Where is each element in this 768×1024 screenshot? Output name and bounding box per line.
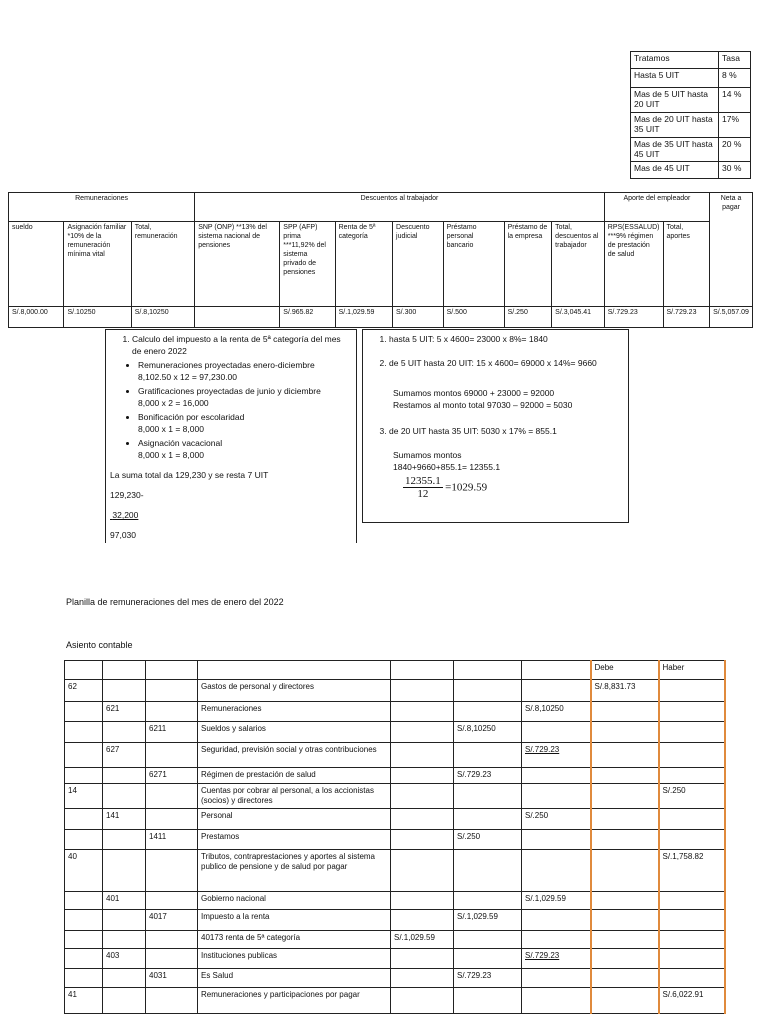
journal-cell-c2: 621 — [103, 702, 146, 722]
col-total-descuentos: Total, descuentos al trabajador — [552, 222, 605, 307]
journal-cell-c3 — [146, 949, 198, 969]
calc-box-left — [105, 329, 357, 543]
journal-row — [65, 969, 726, 988]
journal-row — [65, 910, 726, 931]
planilla-title: Planilla de remuneraciones del mes de enero del 2022 — [66, 597, 284, 607]
header-neta-pagar: Neta a pagar — [710, 193, 753, 307]
journal-cell-c2 — [103, 768, 146, 784]
calc-sum-2: Restamos al monto total 97030 – 92000 = 5030 — [393, 400, 573, 410]
journal-cell-debe — [591, 784, 659, 809]
value-total-remuneracion: S/.8,10250 — [131, 307, 194, 328]
journal-cell-desc: Remuneraciones y participaciones por pagar — [198, 988, 391, 1014]
journal-cell-c6: S/.729.23 — [454, 969, 522, 988]
journal-cell-c3 — [146, 931, 198, 949]
calc-sum-3: Sumamos montos — [393, 450, 462, 460]
journal-row — [65, 722, 726, 743]
fraction-numerator: 12355.1 — [405, 475, 441, 487]
journal-cell-c1 — [65, 969, 103, 988]
journal-cell-c2 — [103, 850, 146, 892]
col-descuento-judicial: Descuento judicial — [393, 222, 444, 307]
journal-cell-c6 — [454, 702, 522, 722]
journal-cell-c1 — [65, 949, 103, 969]
journal-cell-debe — [591, 702, 659, 722]
journal-cell-haber — [659, 768, 726, 784]
rate-row-value: 30 % — [719, 162, 751, 179]
col-prestamo-empresa: Préstamo de la empresa — [504, 222, 552, 307]
journal-cell-desc: Impuesto a la renta — [198, 910, 391, 931]
journal-cell-c5 — [391, 784, 454, 809]
journal-cell-c7 — [522, 722, 591, 743]
journal-cell-c3 — [146, 892, 198, 910]
journal-cell-c7: S/.250 — [522, 809, 591, 830]
journal-cell-c6 — [454, 680, 522, 702]
journal-row — [65, 809, 726, 830]
calc-bullet: • Asignación vacacional 8,000 x 1 = 8,000 — [138, 437, 352, 461]
journal-cell-c1 — [65, 722, 103, 743]
value-renta-5ta: S/.1,029.59 — [335, 307, 392, 328]
journal-cell-c2: 627 — [103, 743, 146, 768]
rate-row-label: Mas de 45 UIT — [631, 162, 719, 179]
value-prestamo-bancario: S/.500 — [443, 307, 504, 328]
calc-fraction — [367, 475, 624, 500]
journal-cell-debe — [591, 969, 659, 988]
col-rps-essalud: RPS(ESSALUD) ***9% régimen de prestación de salud — [604, 222, 663, 307]
journal-cell-debe — [591, 809, 659, 830]
rate-table — [630, 51, 751, 179]
journal-cell-desc: Instituciones publicas — [198, 949, 391, 969]
journal-cell-c5 — [391, 830, 454, 850]
journal-cell-c6: S/.1,029.59 — [454, 910, 522, 931]
journal-cell-c6 — [454, 931, 522, 949]
journal-cell-desc: Tributos, contraprestaciones y aportes al sistema publico de pensione y de salud por pagar — [198, 850, 391, 892]
journal-cell-c7 — [522, 910, 591, 931]
journal-cell-haber — [659, 969, 726, 988]
journal-cell-c2 — [103, 830, 146, 850]
journal-cell-c5 — [391, 722, 454, 743]
journal-cell-c6: S/.250 — [454, 830, 522, 850]
journal-cell-haber — [659, 910, 726, 931]
journal-row — [65, 988, 726, 1014]
journal-cell-haber: S/.1,758.82 — [659, 850, 726, 892]
calc-bullet: • Remuneraciones proyectadas enero-diciembre 8,102.50 x 12 = 97,230.00 — [138, 359, 352, 383]
journal-row — [65, 931, 726, 949]
journal-cell-debe — [591, 743, 659, 768]
journal-cell-c3 — [146, 809, 198, 830]
journal-cell-c1 — [65, 931, 103, 949]
journal-table — [64, 660, 726, 1014]
journal-cell-c1: 41 — [65, 988, 103, 1014]
calc-item-1: 1. Calculo del impuesto a la renta de 5ª categoría del mes de enero 2022 — [132, 333, 352, 357]
value-judicial: S/.300 — [393, 307, 444, 328]
value-snp — [195, 307, 280, 328]
rate-row-label: Mas de 35 UIT hasta 45 UIT — [631, 138, 719, 162]
journal-cell-c7 — [522, 850, 591, 892]
journal-row — [65, 892, 726, 910]
journal-cell-c1 — [65, 768, 103, 784]
journal-cell-haber — [659, 931, 726, 949]
calc-sum-1: Sumamos montos 69000 + 23000 = 92000 — [393, 388, 555, 398]
journal-header-haber: Haber — [659, 661, 726, 680]
journal-row — [65, 743, 726, 768]
journal-cell-debe — [591, 892, 659, 910]
calc-sum-text: La suma total da 129,230 y se resta 7 UIT — [110, 470, 269, 480]
journal-cell-c6 — [454, 892, 522, 910]
journal-cell-c3: 6211 — [146, 722, 198, 743]
journal-cell-c2: 403 — [103, 949, 146, 969]
journal-cell-desc: Personal — [198, 809, 391, 830]
journal-cell-c1 — [65, 743, 103, 768]
journal-cell-c2: 401 — [103, 892, 146, 910]
journal-row — [65, 702, 726, 722]
journal-cell-debe — [591, 722, 659, 743]
journal-cell-c3 — [146, 702, 198, 722]
journal-cell-c5 — [391, 969, 454, 988]
value-prestamo-empresa: S/.250 — [504, 307, 552, 328]
col-total-aportes: Total, aportes — [663, 222, 710, 307]
journal-cell-haber — [659, 702, 726, 722]
col-snp-onp: SNP (ONP) **13% del sistema nacional de pensiones — [195, 222, 280, 307]
fraction-result: =1029.59 — [445, 481, 488, 494]
journal-cell-c3: 1411 — [146, 830, 198, 850]
value-neta-pagar: S/.5,057.09 — [710, 307, 753, 328]
journal-cell-debe — [591, 949, 659, 969]
journal-cell-desc: Sueldos y salarios — [198, 722, 391, 743]
journal-cell-c7: S/.729.23 — [522, 949, 591, 969]
journal-cell-haber — [659, 722, 726, 743]
journal-cell-debe — [591, 850, 659, 892]
rate-row-label: Hasta 5 UIT — [631, 69, 719, 88]
payroll-table — [8, 192, 753, 328]
value-total-descuentos: S/.3,045.41 — [552, 307, 605, 328]
journal-cell-haber — [659, 743, 726, 768]
journal-cell-c3: 6271 — [146, 768, 198, 784]
journal-cell-c5 — [391, 949, 454, 969]
journal-cell-c3: 4017 — [146, 910, 198, 931]
rate-row-value: 14 % — [719, 88, 751, 113]
journal-cell-desc: Prestamos — [198, 830, 391, 850]
journal-cell-c1 — [65, 910, 103, 931]
value-total-aportes: S/.729.23 — [663, 307, 710, 328]
calc-number-3: 97,030 — [110, 530, 136, 540]
rate-header-tasa: Tasa — [719, 52, 751, 69]
journal-row — [65, 680, 726, 702]
journal-cell-c5 — [391, 809, 454, 830]
journal-cell-c6: S/.8,10250 — [454, 722, 522, 743]
col-sueldo: sueldo — [9, 222, 64, 307]
value-asignacion: S/.10250 — [64, 307, 131, 328]
journal-cell-c7 — [522, 680, 591, 702]
header-remuneraciones: Remuneraciones — [9, 193, 195, 222]
journal-cell-desc: Gastos de personal y directores — [198, 680, 391, 702]
rate-header-tratamos: Tratamos — [631, 52, 719, 69]
journal-cell-c7 — [522, 931, 591, 949]
journal-cell-c5 — [391, 702, 454, 722]
journal-cell-haber — [659, 680, 726, 702]
calc-number-1: 129,230- — [110, 490, 144, 500]
journal-cell-c6 — [454, 988, 522, 1014]
journal-cell-debe — [591, 931, 659, 949]
journal-cell-c7 — [522, 988, 591, 1014]
journal-cell-c2 — [103, 680, 146, 702]
journal-cell-c2 — [103, 784, 146, 809]
col-asignacion-familiar: Asignación familiar *10% de la remuneración mínima vital — [64, 222, 131, 307]
journal-cell-haber: S/.6,022.91 — [659, 988, 726, 1014]
journal-cell-c2 — [103, 722, 146, 743]
journal-cell-haber — [659, 892, 726, 910]
journal-cell-c5 — [391, 850, 454, 892]
journal-cell-c3: 4031 — [146, 969, 198, 988]
journal-cell-c1 — [65, 809, 103, 830]
calc-box-right — [362, 329, 629, 523]
journal-row — [65, 949, 726, 969]
journal-cell-c7 — [522, 969, 591, 988]
journal-cell-c3 — [146, 988, 198, 1014]
journal-cell-c5: S/.1,029.59 — [391, 931, 454, 949]
journal-cell-c2 — [103, 969, 146, 988]
journal-cell-haber — [659, 809, 726, 830]
calc-step-3: 3. de 20 UIT hasta 35 UIT: 5030 x 17% = 855.1 — [389, 425, 624, 437]
journal-cell-c5 — [391, 910, 454, 931]
journal-cell-debe — [591, 830, 659, 850]
journal-cell-c6 — [454, 809, 522, 830]
rate-row-value: 20 % — [719, 138, 751, 162]
journal-cell-c7 — [522, 830, 591, 850]
journal-cell-c6 — [454, 949, 522, 969]
col-total-remuneracion: Total, remuneración — [131, 222, 194, 307]
journal-cell-desc: Cuentas por cobrar al personal, a los accionistas (socios) y directores — [198, 784, 391, 809]
calc-step-1: 1. hasta 5 UIT: 5 x 4600= 23000 x 8%= 1840 — [389, 333, 624, 345]
journal-cell-c3 — [146, 784, 198, 809]
journal-cell-desc: Régimen de prestación de salud — [198, 768, 391, 784]
journal-cell-c3 — [146, 743, 198, 768]
journal-cell-c7: S/.729.23 — [522, 743, 591, 768]
journal-header-debe: Debe — [591, 661, 659, 680]
calc-bullet: • Bonificación por escolaridad 8,000 x 1 = 8,000 — [138, 411, 352, 435]
rate-row-label: Mas de 5 UIT hasta 20 UIT — [631, 88, 719, 113]
journal-cell-haber — [659, 830, 726, 850]
journal-cell-c5 — [391, 680, 454, 702]
journal-cell-haber — [659, 949, 726, 969]
journal-cell-c6 — [454, 784, 522, 809]
rate-row-value: 17% — [719, 113, 751, 138]
journal-cell-c2 — [103, 988, 146, 1014]
calc-step-2: 2. de 5 UIT hasta 20 UIT: 15 x 4600= 69000 x 14%= 9660 — [389, 357, 624, 369]
col-spp-afp: SPP (AFP) prima ***11,92% del sistema privado de pensiones — [280, 222, 335, 307]
rate-row-value: 8 % — [719, 69, 751, 88]
journal-cell-c6 — [454, 743, 522, 768]
calc-number-2: 32,200 — [112, 510, 139, 520]
journal-row — [65, 784, 726, 809]
journal-cell-c3 — [146, 680, 198, 702]
value-spp: S/.965.82 — [280, 307, 335, 328]
rate-row-label: Mas de 20 UIT hasta 35 UIT — [631, 113, 719, 138]
journal-cell-desc: 40173 renta de 5ª categoría — [198, 931, 391, 949]
value-sueldo: S/.8,000.00 — [9, 307, 64, 328]
journal-row — [65, 850, 726, 892]
journal-row — [65, 830, 726, 850]
journal-cell-c2: 141 — [103, 809, 146, 830]
calc-bullet: • Gratificaciones proyectadas de junio y diciembre 8,000 x 2 = 16,000 — [138, 385, 352, 409]
asiento-title: Asiento contable — [66, 640, 133, 650]
journal-cell-c2 — [103, 931, 146, 949]
journal-cell-desc: Seguridad, previsión social y otras contribuciones — [198, 743, 391, 768]
journal-cell-c6 — [454, 850, 522, 892]
journal-cell-c5 — [391, 988, 454, 1014]
header-aporte-empleador: Aporte del empleador — [604, 193, 709, 222]
journal-cell-debe — [591, 988, 659, 1014]
journal-cell-desc: Remuneraciones — [198, 702, 391, 722]
col-renta-5ta: Renta de 5ª categoría — [335, 222, 392, 307]
header-descuentos: Descuentos al trabajador — [195, 193, 605, 222]
journal-cell-c1: 40 — [65, 850, 103, 892]
journal-cell-c7 — [522, 784, 591, 809]
journal-cell-c1 — [65, 702, 103, 722]
journal-cell-c1 — [65, 892, 103, 910]
journal-cell-c5 — [391, 768, 454, 784]
value-rps: S/.729.23 — [604, 307, 663, 328]
journal-cell-c1: 62 — [65, 680, 103, 702]
journal-cell-c5 — [391, 892, 454, 910]
journal-cell-debe — [591, 910, 659, 931]
journal-cell-c7: S/.1,029.59 — [522, 892, 591, 910]
journal-cell-desc: Es Salud — [198, 969, 391, 988]
journal-cell-c6: S/.729.23 — [454, 768, 522, 784]
journal-cell-c1 — [65, 830, 103, 850]
calc-sum-4: 1840+9660+855.1= 12355.1 — [393, 462, 501, 472]
fraction-denominator: 12 — [417, 488, 429, 500]
journal-cell-haber: S/.250 — [659, 784, 726, 809]
journal-cell-debe: S/.8,831.73 — [591, 680, 659, 702]
journal-cell-desc: Gobierno nacional — [198, 892, 391, 910]
journal-row — [65, 768, 726, 784]
journal-cell-debe — [591, 768, 659, 784]
journal-cell-c5 — [391, 743, 454, 768]
journal-cell-c3 — [146, 850, 198, 892]
col-prestamo-bancario: Préstamo personal bancario — [443, 222, 504, 307]
journal-cell-c7 — [522, 768, 591, 784]
journal-cell-c2 — [103, 910, 146, 931]
journal-cell-c1: 14 — [65, 784, 103, 809]
journal-cell-c7: S/.8,10250 — [522, 702, 591, 722]
